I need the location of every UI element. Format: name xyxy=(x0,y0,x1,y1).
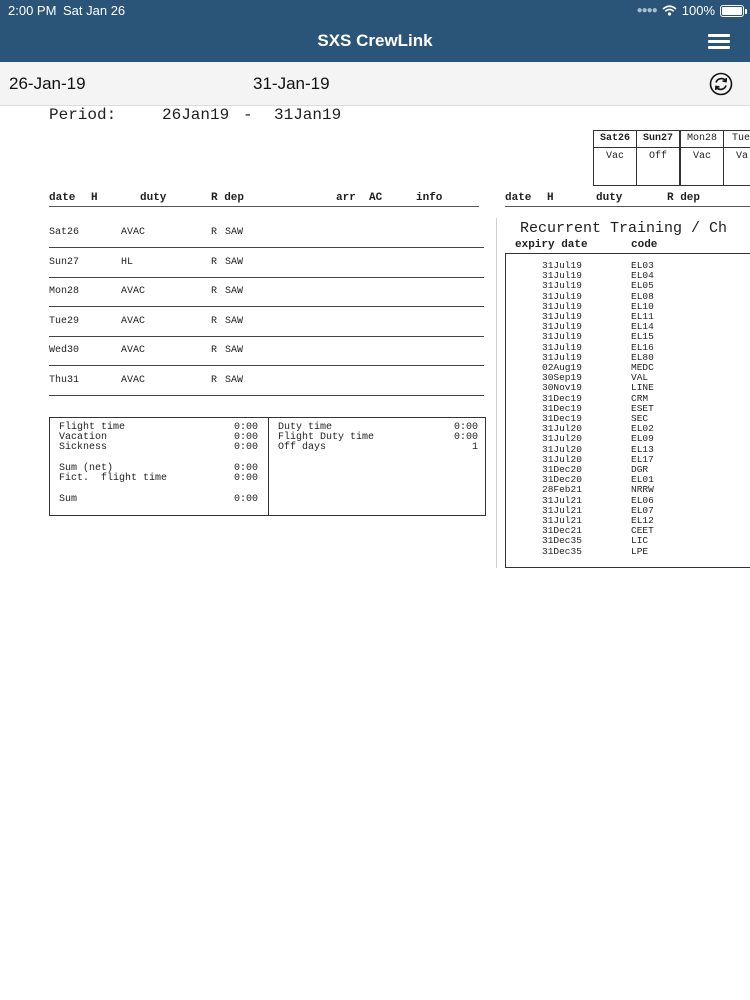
row-separator xyxy=(49,365,484,366)
column-header-code: code xyxy=(631,239,658,251)
status-indicators xyxy=(637,3,744,18)
training-code: EL16 xyxy=(631,341,654,353)
period-start: 26Jan19 xyxy=(162,106,230,124)
summary-value: 0:00 xyxy=(453,422,478,433)
day-box-day: Sat26 xyxy=(594,131,636,148)
training-code: EL05 xyxy=(631,280,654,292)
row-separator xyxy=(49,247,484,248)
training-code: EL02 xyxy=(631,423,654,435)
duty-row-duty: HL xyxy=(121,256,134,268)
training-code: VAL xyxy=(631,372,649,384)
summary-value: 0:00 xyxy=(233,473,258,484)
duty-row-duty: AVAC xyxy=(121,286,146,297)
training-code: EL04 xyxy=(631,270,654,282)
totals-summary-box xyxy=(49,417,486,516)
column-header-info: info xyxy=(416,192,443,204)
duty-row-duty: AVAC xyxy=(121,227,146,238)
column-header-duty-right: duty xyxy=(596,192,623,204)
training-expiry-date: 31Jul19 xyxy=(542,351,582,363)
duty-row-dep: SAW xyxy=(225,345,244,356)
row-separator xyxy=(49,395,484,396)
training-code: NRRW xyxy=(631,484,654,496)
duty-row-r: R xyxy=(211,374,218,386)
training-expiry-date: 31Jul21 xyxy=(542,515,582,526)
summary-label: Sickness xyxy=(59,442,108,453)
summary-label: Flight time xyxy=(59,422,126,433)
duty-row-date: Sat26 xyxy=(49,227,80,238)
column-separator xyxy=(496,218,497,568)
duty-row-dep: SAW xyxy=(225,315,244,327)
cellular-signal-icon: ●●●● xyxy=(636,5,657,16)
column-header-duty: duty xyxy=(140,192,167,204)
summary-value: 0:00 xyxy=(233,442,258,453)
row-separator xyxy=(49,277,484,278)
training-code: EL80 xyxy=(631,351,654,363)
battery-icon xyxy=(720,5,744,17)
summary-label: Flight Duty time xyxy=(278,432,375,443)
training-expiry-date: 31Dec20 xyxy=(542,464,582,475)
day-box-day: Mon28 xyxy=(681,131,723,148)
column-header-expiry-date: expiry date xyxy=(515,239,588,251)
row-separator xyxy=(49,306,484,307)
duty-row-r: R xyxy=(211,286,218,297)
training-expiry-date: 31Dec19 xyxy=(542,413,582,424)
training-expiry-date: 30Nov19 xyxy=(542,382,582,394)
column-header-ac: AC xyxy=(369,192,383,204)
summary-label: Off days xyxy=(278,442,327,453)
duty-row-date: Mon28 xyxy=(49,286,80,297)
hamburger-menu-icon[interactable] xyxy=(708,34,730,48)
roster-document xyxy=(0,106,750,1000)
day-box-value: Vac xyxy=(692,151,711,162)
training-expiry-date: 31Jul19 xyxy=(542,341,582,353)
training-code: CEET xyxy=(631,525,654,537)
training-expiry-date: 02Aug19 xyxy=(542,362,582,373)
training-expiry-date: 31Jul19 xyxy=(542,311,582,322)
duty-row-dep: SAW xyxy=(225,256,244,268)
training-expiry-date: 31Jul20 xyxy=(542,443,582,455)
training-code: EL08 xyxy=(631,290,654,302)
training-code: EL13 xyxy=(631,443,654,455)
training-expiry-date: 31Jul19 xyxy=(542,280,582,292)
column-header-date: date xyxy=(49,192,76,204)
day-box xyxy=(723,130,750,186)
column-header-arr: arr xyxy=(336,192,356,204)
training-code: EL03 xyxy=(631,260,654,271)
training-expiry-date: 31Jul21 xyxy=(542,494,582,506)
day-box-day: Tue xyxy=(724,131,750,148)
training-code: EL01 xyxy=(631,474,654,486)
training-expiry-date: 31Jul20 xyxy=(542,453,582,465)
summary-divider xyxy=(268,418,269,515)
training-code: EL11 xyxy=(631,311,654,322)
training-code: ESET xyxy=(631,402,654,414)
summary-value: 0:00 xyxy=(233,463,258,474)
duty-row-r: R xyxy=(211,345,218,356)
summary-label: Sum xyxy=(59,494,78,505)
training-code: EL06 xyxy=(631,494,654,506)
training-expiry-date: 31Jul19 xyxy=(542,260,582,271)
training-code: EL15 xyxy=(631,331,654,343)
summary-value: 0:00 xyxy=(233,494,258,505)
training-expiry-date: 31Jul19 xyxy=(542,331,582,343)
summary-value: 1 xyxy=(471,442,478,453)
training-expiry-date: 31Jul21 xyxy=(542,504,582,516)
training-expiry-date: 31Dec35 xyxy=(542,545,582,557)
recurrent-training-title: Recurrent Training / Ch xyxy=(520,220,728,237)
navigation-bar xyxy=(0,0,750,62)
summary-label: Fict. flight time xyxy=(59,473,168,484)
training-expiry-date: 31Dec19 xyxy=(542,402,582,414)
summary-label: Sum (net) xyxy=(59,463,114,474)
app-title: SXS CrewLink xyxy=(317,31,433,50)
training-expiry-date: 30Sep19 xyxy=(542,372,582,384)
summary-value: 0:00 xyxy=(233,422,258,433)
training-expiry-date: 31Jul19 xyxy=(542,321,582,333)
training-code: EL14 xyxy=(631,321,654,333)
duty-row-date: Tue29 xyxy=(49,315,80,327)
day-box-value: Off xyxy=(648,151,667,162)
training-code: EL12 xyxy=(631,515,654,526)
period-separator: - xyxy=(243,106,253,124)
training-expiry-date: 31Jul20 xyxy=(542,433,582,445)
duty-row-dep: SAW xyxy=(225,227,244,238)
period-end: 31Jan19 xyxy=(274,106,342,124)
training-code: LPE xyxy=(631,545,649,557)
duty-row-duty: AVAC xyxy=(121,345,146,356)
period-label: Period: xyxy=(49,106,117,124)
wifi-icon xyxy=(662,5,677,16)
training-expiry-date: 31Jul19 xyxy=(542,300,582,312)
training-code: EL10 xyxy=(631,300,654,312)
column-header-r-dep: R dep xyxy=(211,192,245,204)
training-expiry-date: 31Dec19 xyxy=(542,392,582,404)
refresh-icon[interactable] xyxy=(709,72,733,96)
duty-row-dep: SAW xyxy=(225,374,244,386)
range-end-date[interactable]: 31-Jan-19 xyxy=(253,74,330,93)
duty-row-date: Sun27 xyxy=(49,256,80,268)
duty-row-dep: SAW xyxy=(225,286,244,297)
header-rule xyxy=(49,206,479,207)
status-date: Sat Jan 26 xyxy=(63,3,126,18)
summary-label: Duty time xyxy=(278,422,333,433)
duty-row-duty: AVAC xyxy=(121,374,146,386)
training-code: CRM xyxy=(631,392,649,404)
day-box xyxy=(636,130,680,186)
training-code: DGR xyxy=(631,464,649,475)
training-expiry-date: 31Jul19 xyxy=(542,290,582,302)
summary-value: 0:00 xyxy=(453,432,478,443)
column-header-r-dep-right: R dep xyxy=(667,192,701,204)
training-code: EL07 xyxy=(631,504,654,516)
row-separator xyxy=(49,336,484,337)
duty-row-date: Thu31 xyxy=(49,374,80,386)
duty-row-r: R xyxy=(211,256,218,268)
column-header-h: H xyxy=(91,192,98,204)
training-code: MEDC xyxy=(631,362,654,373)
column-header-date-right: date xyxy=(505,192,532,204)
column-header-h-right: H xyxy=(547,192,554,204)
range-start-date[interactable]: 26-Jan-19 xyxy=(9,74,86,93)
summary-value: 0:00 xyxy=(233,432,258,443)
training-code: LINE xyxy=(631,382,654,394)
training-expiry-date: 31Dec35 xyxy=(542,535,582,547)
training-code: SEC xyxy=(631,413,649,424)
duty-row-r: R xyxy=(211,227,218,238)
day-box-value: Va xyxy=(736,151,749,162)
day-box-day: Sun27 xyxy=(637,131,679,148)
status-time: 2:00 PM xyxy=(8,3,57,18)
training-code: EL09 xyxy=(631,433,654,445)
summary-label: Vacation xyxy=(59,432,108,443)
duty-row-date: Wed30 xyxy=(49,345,80,356)
date-range-bar xyxy=(0,62,750,106)
training-code: EL17 xyxy=(631,453,654,465)
training-expiry-date: 31Dec20 xyxy=(542,474,582,486)
day-box-value: Vac xyxy=(605,151,624,162)
training-expiry-date: 31Dec21 xyxy=(542,525,582,537)
duty-row-duty: AVAC xyxy=(121,315,146,327)
day-box xyxy=(680,130,724,186)
header-rule-right xyxy=(505,206,750,207)
battery-percent: 100% xyxy=(681,3,715,18)
training-code: LIC xyxy=(631,535,649,547)
training-expiry-date: 28Feb21 xyxy=(542,484,582,496)
training-expiry-date: 31Jul19 xyxy=(542,270,582,282)
training-expiry-date: 31Jul20 xyxy=(542,423,582,435)
day-box xyxy=(593,130,637,186)
duty-row-r: R xyxy=(211,315,218,327)
